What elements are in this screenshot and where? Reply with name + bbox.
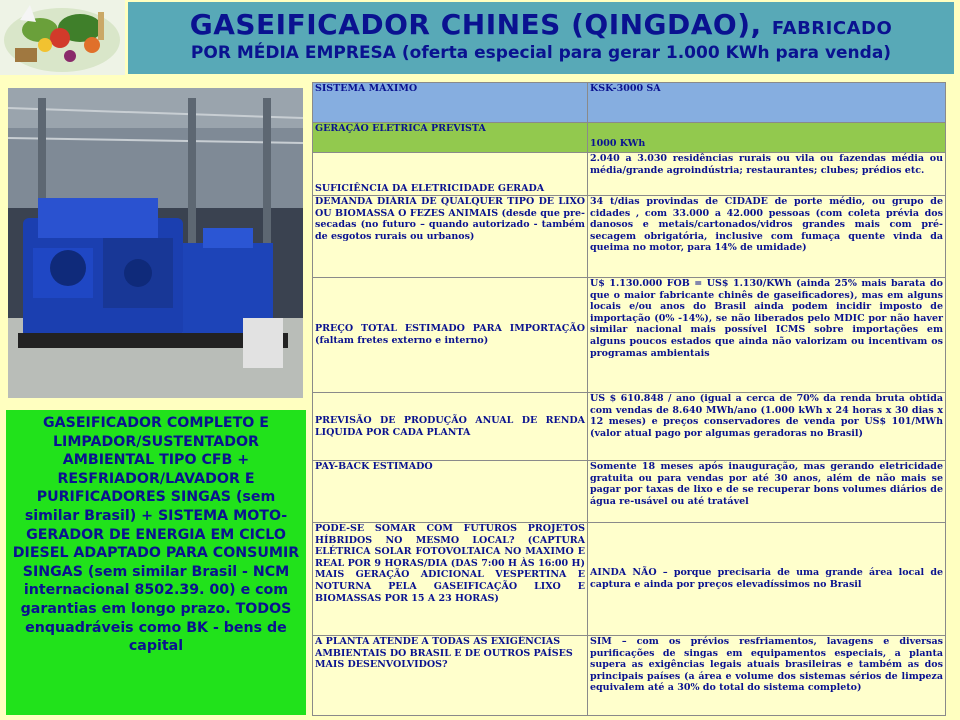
row-label: SISTEMA MÁXIMO [313,83,588,123]
row-label: A PLANTA ATENDE A TODAS AS EXIGÊNCIAS AMBIENTAIS DO BRASIL E DE OUTROS PAÍSES MAIS DESENVOLVIDOS? [313,636,588,716]
farm-produce-logo-icon [0,0,125,75]
row-value: Somente 18 meses após inauguração, mas gerando eletricidade gratuita ou para vendas por até 30 anos, além de não mais se pagar por taxas de lixo e de se recuperar bons volumes diários de água re-usável ou até tratável [588,461,946,523]
row-label: PAY-BACK ESTIMADO [313,461,588,523]
page-title [128,8,954,41]
row-label: PREVISÃO DE PRODUÇÃO ANUAL DE RENDA LIQUIDA POR CADA PLANTA [313,393,588,461]
table-row [313,636,946,716]
row-label: GERAÇÃO ELETRICA PREVISTA [313,123,588,153]
row-label: PODE-SE SOMAR COM FUTUROS PROJETOS HÍBRIDOS NO MESMO LOCAL? (CAPTURA ELÉTRICA SOLAR FOTOVOLTAICA NO MAXIMO E REAL POR 9 HORAS/DIA (DAS 7:00 H ÀS 16:00 H) MAIS GERAÇÃO ADICIONAL VESPERTINA E NOTURNA PELA GASEIFICAÇÃO LIXO E BIOMASSAS POR 15 A 23 HORAS) [313,523,588,636]
row-value: KSK-3000 SA [588,83,946,123]
row-value: U$ 1.130.000 FOB = US$ 1.130/KWh (ainda 25% mais barata do que o maior fabricante chinês de gaseificadores), mas em alguns locais e/ou anos do Brasil ainda podem incidir imposto de importação (0% -14%), se não liberados pelo MDIC por não haver similar nacional mais possível ICMS sobre importações em alguns poucos estados que ainda não valorizam ou incentivam os programas ambientais [588,278,946,393]
title-banner [128,2,954,74]
row-label: DEMANDA DIÁRIA DE QUALQUER TIPO DE LIXO OU BIOMASSA O FEZES ANIMAIS (desde que pre-secadas (no futuro – quando autorizado - também de esgotos rurais ou urbanos) [313,196,588,278]
system-description-box: GASEIFICADOR COMPLETO E LIMPADOR/SUSTENTADOR AMBIENTAL TIPO CFB + RESFRIADOR/LAVADOR E PURIFICADORES SINGAS (sem similar Brasil) + SISTEMA MOTO-GERADOR DE ENERGIA EM CICLO DIESEL ADAPTADO PARA CONSUMIR SINGAS (sem similar Brasil - NCM internacional 8502.39. 00) e com garantias em longo prazo. TODOS enquadráveis como BK - bens de capital [6,410,306,715]
row-value: SIM – com os prévios resfriamentos, lavagens e diversas purificações de singas em equipamentos especiais, a planta supera as exigências legais atuais brasileiras e também as dos principais países (a área e volume dos sistemas sérios de limpeza equivalem até a 30% do total do sistema completo) [588,636,946,716]
row-value: 1000 KWh [588,123,946,153]
gasifier-generator-photo [8,88,303,398]
row-value: 2.040 a 3.030 residências rurais ou vila ou fazendas média ou média/grande agroindústria; restaurantes; clubes; prédios etc. [588,153,946,196]
title-main: GASEIFICADOR CHINES (QINGDAO), [189,8,762,41]
title-small: FABRICADO [771,18,893,39]
row-value: 34 t/dias provindas de CIDADE de porte médio, ou grupo de cidades , com 33.000 a 42.000 pessoas (com coleta prévia dos danosos e metais/cartonados/vidros grandes mais com pré-secagem obrigatória, inclusive com fumaça quente vinda da queima no motor, para 14% de umidade) [588,196,946,278]
table-row [313,123,946,153]
table-row [313,461,946,523]
row-value: US $ 610.848 / ano (igual a cerca de 70% da renda bruta obtida com vendas de 8.640 MWh/ano (1.000 kWh x 24 horas x 30 dias x 12 meses) e preços conservadores de venda por US$ 101/MWh (valor atual pago por algumas geradoras no Brasil) [588,393,946,461]
row-label: PREÇO TOTAL ESTIMADO PARA IMPORTAÇÃO (faltam fretes externo e interno) [313,278,588,393]
table-row [313,393,946,461]
row-value: AINDA NÃO – porque precisaria de uma grande área local de captura e ainda por preços elevadíssimos no Brasil [588,523,946,636]
table-row [313,278,946,393]
page-subtitle: POR MÉDIA EMPRESA (oferta especial para gerar 1.000 KWh para venda) [190,43,892,63]
table-row [313,523,946,636]
table-row [313,153,946,196]
row-label: SUFICIÊNCIA DA ELETRICIDADE GERADA [313,153,588,196]
table-row [313,83,946,123]
specification-table [312,82,946,716]
table-row [313,196,946,278]
